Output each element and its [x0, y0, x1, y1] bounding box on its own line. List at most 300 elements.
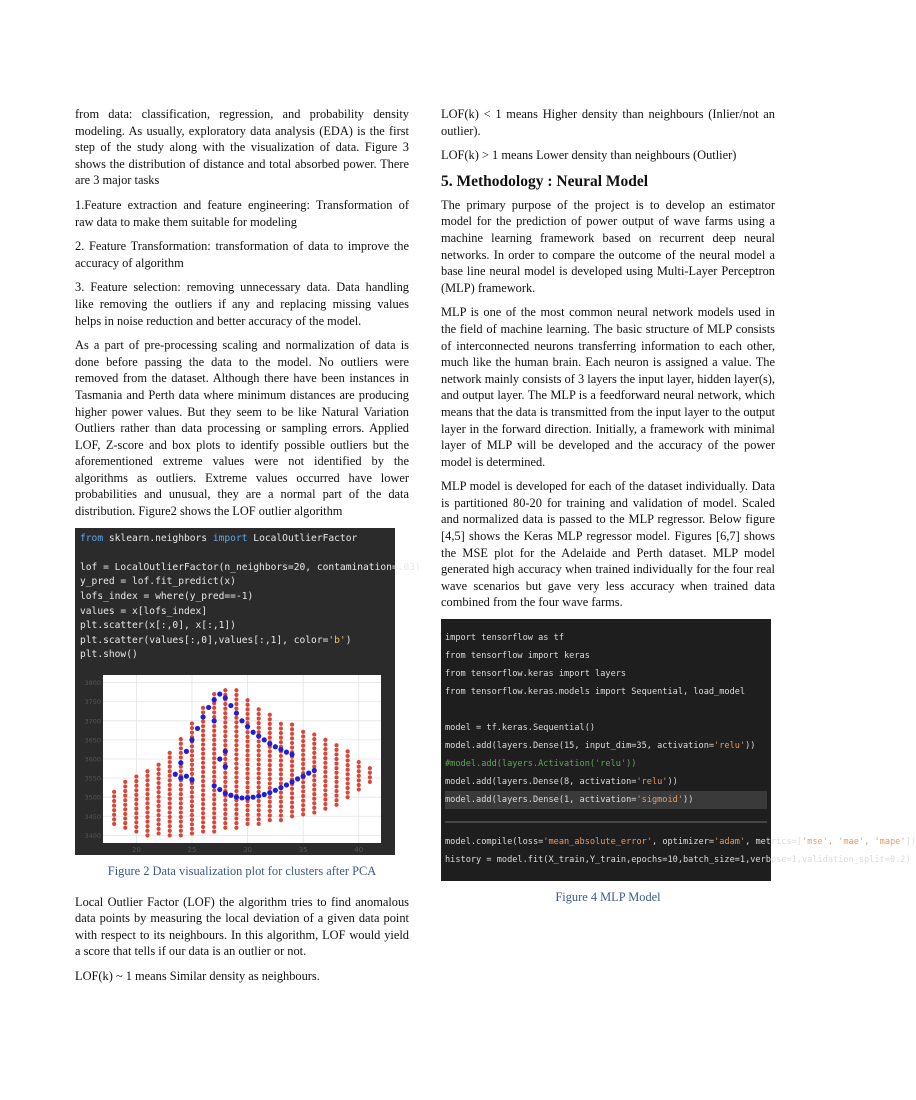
- data-point: [201, 733, 205, 737]
- data-point: [312, 810, 316, 814]
- code-text: model.add(layers.Dense(1, activation=: [445, 795, 637, 806]
- data-point: [290, 736, 294, 740]
- data-point: [323, 779, 327, 783]
- data-point: [201, 784, 205, 788]
- data-point: [312, 732, 316, 736]
- data-point: [290, 796, 294, 800]
- paragraph: 3. Feature selection: removing unnecessary data. Data handling like removing the outliers if any and replacing missing values helps in noise reduction and better accuracy of the model.: [75, 280, 409, 328]
- data-point: [234, 729, 238, 733]
- data-point: [157, 822, 161, 826]
- data-point: [112, 803, 116, 807]
- outlier-point: [223, 695, 228, 700]
- data-point: [168, 820, 172, 824]
- data-point: [323, 765, 327, 769]
- data-point: [301, 748, 305, 752]
- data-point: [168, 787, 172, 791]
- data-point: [223, 734, 227, 738]
- code-comment: #model.add(layers.Activation('relu')): [445, 759, 637, 770]
- data-point: [179, 792, 183, 796]
- x-tick-label: 20: [131, 846, 141, 854]
- outlier-point: [262, 737, 267, 742]
- data-point: [334, 771, 338, 775]
- data-point: [257, 781, 261, 785]
- data-point: [190, 827, 194, 831]
- data-point: [257, 803, 261, 807]
- data-point: [145, 815, 149, 819]
- data-point: [134, 820, 138, 824]
- data-point: [179, 815, 183, 819]
- data-point: [134, 797, 138, 801]
- data-point: [257, 707, 261, 711]
- outlier-point: [173, 772, 178, 777]
- outlier-point: [278, 785, 283, 790]
- outlier-point: [262, 792, 267, 797]
- data-point: [157, 804, 161, 808]
- data-point: [234, 702, 238, 706]
- data-point: [212, 765, 216, 769]
- data-point: [134, 825, 138, 829]
- data-point: [134, 774, 138, 778]
- data-point: [257, 808, 261, 812]
- code-line: from tensorflow.keras.models import Sequential, load_model: [445, 687, 746, 698]
- outlier-point: [289, 779, 294, 784]
- data-point: [123, 826, 127, 830]
- data-point: [190, 831, 194, 835]
- data-point: [301, 803, 305, 807]
- data-point: [123, 807, 127, 811]
- data-point: [312, 797, 316, 801]
- data-point: [223, 771, 227, 775]
- data-point: [357, 783, 361, 787]
- data-point: [223, 716, 227, 720]
- data-point: [212, 788, 216, 792]
- data-point: [301, 799, 305, 803]
- data-point: [201, 742, 205, 746]
- outlier-point: [217, 756, 222, 761]
- data-point: [268, 713, 272, 717]
- data-point: [179, 787, 183, 791]
- data-point: [145, 801, 149, 805]
- data-point: [245, 822, 249, 826]
- data-point: [157, 776, 161, 780]
- data-point: [257, 767, 261, 771]
- outlier-point: [245, 724, 250, 729]
- data-point: [312, 806, 316, 810]
- data-point: [123, 794, 127, 798]
- y-tick-label: 3450: [84, 812, 101, 821]
- data-point: [212, 770, 216, 774]
- data-point: [257, 712, 261, 716]
- data-point: [112, 794, 116, 798]
- data-point: [212, 742, 216, 746]
- outlier-point: [306, 771, 311, 776]
- data-point: [145, 797, 149, 801]
- outlier-point: [267, 790, 272, 795]
- data-point: [212, 733, 216, 737]
- data-point: [346, 781, 350, 785]
- data-point: [212, 797, 216, 801]
- x-tick-label: 35: [298, 846, 308, 854]
- data-point: [312, 746, 316, 750]
- paragraph: LOF(k) > 1 means Lower density than neighbours (Outlier): [441, 148, 737, 163]
- data-point: [223, 725, 227, 729]
- y-tick-label: 3400: [84, 831, 101, 840]
- data-point: [145, 829, 149, 833]
- data-point: [301, 730, 305, 734]
- data-point: [223, 757, 227, 761]
- data-point: [212, 793, 216, 797]
- code-line: plt.show(): [80, 649, 138, 661]
- data-point: [234, 789, 238, 793]
- data-point: [201, 820, 205, 824]
- code-string: 'relu': [636, 777, 668, 788]
- data-point: [312, 801, 316, 805]
- outlier-point: [200, 714, 205, 719]
- outlier-point: [312, 768, 317, 773]
- data-point: [212, 802, 216, 806]
- data-point: [245, 712, 249, 716]
- data-point: [145, 833, 149, 837]
- data-point: [312, 760, 316, 764]
- data-point: [234, 688, 238, 692]
- data-point: [323, 802, 327, 806]
- data-point: [279, 726, 283, 730]
- data-point: [145, 787, 149, 791]
- data-point: [212, 829, 216, 833]
- data-point: [190, 786, 194, 790]
- data-point: [179, 820, 183, 824]
- data-point: [279, 754, 283, 758]
- data-point: [190, 818, 194, 822]
- outlier-point: [284, 782, 289, 787]
- data-point: [279, 740, 283, 744]
- outlier-point: [278, 747, 283, 752]
- outlier-point: [212, 718, 217, 723]
- code-line: values = x[lofs_index]: [80, 605, 208, 617]
- data-point: [257, 739, 261, 743]
- outlier-point: [256, 733, 261, 738]
- code-line: plt.scatter(x[:,0], x[:,1]): [80, 620, 236, 632]
- data-point: [201, 738, 205, 742]
- data-point: [223, 803, 227, 807]
- code-string: 'mean_absolute_error': [543, 837, 652, 848]
- code-line: [445, 773, 767, 791]
- data-point: [112, 799, 116, 803]
- data-point: [245, 781, 249, 785]
- data-point: [346, 772, 350, 776]
- data-point: [268, 800, 272, 804]
- data-point: [268, 717, 272, 721]
- y-tick-label: 3700: [84, 717, 101, 726]
- data-point: [334, 780, 338, 784]
- data-point: [245, 762, 249, 766]
- data-point: [223, 707, 227, 711]
- data-point: [301, 762, 305, 766]
- paragraph: MLP is one of the most common neural network models used in the field of machine learning. The basic structure of MLP consists of interconnected neurons transferring information to each other, much like the human brain. Each neuron is assigned a value. The network mainly consists of 3 layers the input layer, hidden layer(s), and output layer. The MLP is a feedforward neural network, which means that the data is transmitted from the input layer to the output layer in the forward direction. Initially, a framework with minimal layer of MLP will be developed and the accuracy of the power model is determined.: [441, 305, 775, 469]
- data-point: [212, 756, 216, 760]
- data-point: [223, 807, 227, 811]
- data-point: [112, 813, 116, 817]
- data-point: [123, 780, 127, 784]
- data-point: [212, 811, 216, 815]
- data-point: [279, 781, 283, 785]
- code-blank: [80, 546, 390, 561]
- data-point: [112, 808, 116, 812]
- data-point: [201, 706, 205, 710]
- outlier-point: [189, 777, 194, 782]
- data-point: [190, 767, 194, 771]
- data-point: [245, 707, 249, 711]
- y-tick-label: 3800: [84, 679, 101, 688]
- code-line: history = model.fit(X_train,Y_train,epochs=10,batch_size=1,verbose=1,validation_split=0.2): [445, 855, 911, 866]
- data-point: [157, 790, 161, 794]
- code-divider: [445, 821, 767, 823]
- code-line: y_pred = lof.fit_predict(x): [80, 576, 236, 588]
- data-point: [212, 738, 216, 742]
- data-point: [223, 743, 227, 747]
- paragraph: from data: classification, regression, and probability density modeling. As usually, exploratory data analysis (EDA) is the first step of the study along with the visualization of data. Figure 3 shows the distribution of distance and total absorbed power. There are 3 major tasks: [75, 107, 409, 188]
- data-point: [145, 792, 149, 796]
- data-point: [179, 742, 183, 746]
- data-point: [268, 749, 272, 753]
- data-point: [212, 692, 216, 696]
- code-text: ]): [905, 837, 916, 848]
- data-point: [346, 786, 350, 790]
- data-point: [279, 772, 283, 776]
- data-point: [357, 787, 361, 791]
- data-point: [312, 787, 316, 791]
- outlier-point: [251, 730, 256, 735]
- data-point: [168, 751, 172, 755]
- outlier-point: [184, 774, 189, 779]
- data-point: [190, 731, 194, 735]
- data-point: [168, 783, 172, 787]
- data-point: [234, 826, 238, 830]
- code-line-highlighted: [445, 791, 767, 809]
- data-point: [123, 789, 127, 793]
- data-point: [234, 739, 238, 743]
- data-point: [201, 719, 205, 723]
- data-point: [346, 795, 350, 799]
- code-line: from tensorflow.keras import layers: [445, 669, 627, 680]
- data-point: [134, 802, 138, 806]
- outlier-point: [223, 764, 228, 769]
- data-point: [168, 778, 172, 782]
- data-point: [134, 811, 138, 815]
- data-point: [134, 784, 138, 788]
- data-point: [334, 748, 338, 752]
- data-point: [201, 797, 205, 801]
- data-point: [123, 798, 127, 802]
- data-point: [301, 766, 305, 770]
- data-point: [168, 797, 172, 801]
- data-point: [268, 726, 272, 730]
- code-text: model.compile(loss=: [445, 837, 544, 848]
- data-point: [179, 801, 183, 805]
- data-point: [190, 804, 194, 808]
- data-point: [257, 758, 261, 762]
- data-point: [134, 807, 138, 811]
- data-point: [268, 804, 272, 808]
- data-point: [257, 785, 261, 789]
- data-point: [201, 752, 205, 756]
- outlier-point: [178, 760, 183, 765]
- paragraph: Local Outlier Factor (LOF) the algorithm tries to find anomalous data points by measuring the local deviation of a given data point with respect to its neighbours. In this algorithm, LOF would yield a score that tells if our data is an outlier or not.: [75, 894, 409, 959]
- data-point: [234, 803, 238, 807]
- data-point: [168, 815, 172, 819]
- data-point: [301, 753, 305, 757]
- data-point: [179, 806, 183, 810]
- data-point: [234, 784, 238, 788]
- data-point: [168, 769, 172, 773]
- data-point: [245, 703, 249, 707]
- data-point: [234, 771, 238, 775]
- outlier-point: [217, 691, 222, 696]
- data-point: [290, 741, 294, 745]
- data-point: [257, 813, 261, 817]
- data-point: [134, 779, 138, 783]
- data-point: [201, 825, 205, 829]
- data-point: [234, 821, 238, 825]
- data-point: [145, 820, 149, 824]
- data-point: [168, 760, 172, 764]
- code-text: ): [345, 634, 352, 646]
- data-point: [201, 807, 205, 811]
- data-point: [301, 739, 305, 743]
- data-point: [323, 774, 327, 778]
- data-point: [223, 729, 227, 733]
- data-point: [245, 730, 249, 734]
- data-point: [279, 795, 283, 799]
- code-text: )): [683, 795, 694, 806]
- data-point: [357, 774, 361, 778]
- data-point: [279, 818, 283, 822]
- code-line: [445, 833, 916, 851]
- outlier-point: [273, 788, 278, 793]
- data-point: [234, 716, 238, 720]
- data-point: [190, 795, 194, 799]
- data-point: [323, 784, 327, 788]
- data-point: [201, 765, 205, 769]
- data-point: [245, 790, 249, 794]
- code-line: lofs_index = where(y_pred==-1): [80, 591, 254, 603]
- data-point: [279, 731, 283, 735]
- outlier-point: [223, 791, 228, 796]
- data-point: [257, 799, 261, 803]
- code-text: sklearn.neighbors: [103, 532, 213, 544]
- scatter-svg: [75, 667, 395, 855]
- data-point: [368, 780, 372, 784]
- data-point: [201, 779, 205, 783]
- data-point: [323, 747, 327, 751]
- data-point: [346, 763, 350, 767]
- data-point: [312, 755, 316, 759]
- data-point: [334, 775, 338, 779]
- data-point: [357, 769, 361, 773]
- y-tick-label: 3650: [84, 736, 101, 745]
- data-point: [245, 785, 249, 789]
- data-point: [157, 795, 161, 799]
- data-point: [301, 794, 305, 798]
- data-point: [168, 792, 172, 796]
- data-point: [357, 760, 361, 764]
- data-point: [201, 710, 205, 714]
- data-point: [312, 792, 316, 796]
- data-point: [245, 698, 249, 702]
- data-point: [301, 808, 305, 812]
- data-point: [268, 786, 272, 790]
- code-string: 'mse', 'mae', 'mape': [802, 837, 906, 848]
- section-heading: 5. Methodology : Neural Model: [441, 172, 649, 190]
- data-point: [234, 766, 238, 770]
- data-point: [179, 829, 183, 833]
- data-point: [368, 766, 372, 770]
- data-point: [279, 722, 283, 726]
- data-point: [257, 721, 261, 725]
- data-point: [201, 811, 205, 815]
- data-point: [179, 769, 183, 773]
- data-point: [290, 732, 294, 736]
- data-point: [301, 785, 305, 789]
- data-point: [157, 786, 161, 790]
- data-point: [245, 771, 249, 775]
- data-point: [290, 723, 294, 727]
- data-point: [134, 829, 138, 833]
- data-point: [312, 737, 316, 741]
- code-line: from tensorflow import keras: [445, 651, 590, 662]
- code-line: model = tf.keras.Sequential(): [445, 723, 596, 734]
- data-point: [268, 763, 272, 767]
- y-tick-label: 3500: [84, 793, 101, 802]
- data-point: [268, 768, 272, 772]
- data-point: [168, 774, 172, 778]
- data-point: [134, 788, 138, 792]
- data-point: [334, 761, 338, 765]
- outlier-point: [234, 795, 239, 800]
- data-point: [268, 758, 272, 762]
- data-point: [190, 822, 194, 826]
- data-point: [168, 824, 172, 828]
- data-point: [157, 799, 161, 803]
- data-point: [245, 808, 249, 812]
- data-point: [190, 763, 194, 767]
- code-text: , optimizer=: [651, 837, 715, 848]
- data-point: [279, 763, 283, 767]
- data-point: [334, 789, 338, 793]
- data-point: [123, 821, 127, 825]
- data-point: [268, 731, 272, 735]
- data-point: [134, 793, 138, 797]
- data-point: [290, 800, 294, 804]
- data-point: [190, 721, 194, 725]
- code-text: model.add(layers.Dense(8, activation=: [445, 777, 637, 788]
- data-point: [279, 777, 283, 781]
- data-point: [190, 749, 194, 753]
- outlier-point: [239, 795, 244, 800]
- y-tick-label: 3550: [84, 774, 101, 783]
- data-point: [245, 749, 249, 753]
- data-point: [312, 783, 316, 787]
- code-text: )): [745, 741, 756, 752]
- data-point: [179, 783, 183, 787]
- data-point: [290, 759, 294, 763]
- data-point: [323, 752, 327, 756]
- data-point: [157, 772, 161, 776]
- paragraph: MLP model is developed for each of the dataset individually. Data is partitioned 80-20 for training and validation of model. Scaled and normalized data is passed to the MLP regressor. Below figure [4,5] shows the Keras MLP regressor model. Figures [6,7] shows the MSE plot for the Adelaide and Perth dataset. MLP model generated high accuracy when trained individually for the four real wave scenarios but gave very less accuracy when trained data combined from the four wave farms.: [441, 479, 775, 610]
- data-point: [157, 763, 161, 767]
- data-point: [323, 742, 327, 746]
- data-point: [279, 813, 283, 817]
